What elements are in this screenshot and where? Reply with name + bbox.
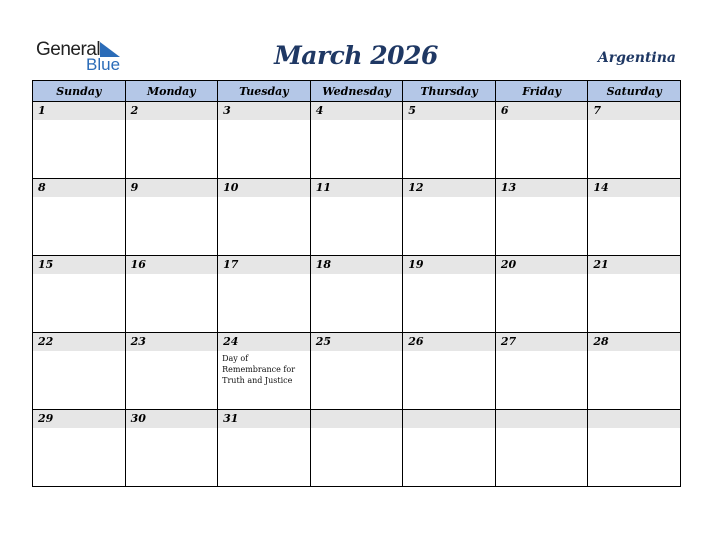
logo-word-blue: Blue bbox=[86, 55, 121, 74]
day-cell bbox=[218, 179, 311, 256]
empty-day-cell bbox=[495, 410, 588, 487]
day-cell bbox=[33, 179, 126, 256]
day-cell bbox=[33, 333, 126, 410]
week-row bbox=[33, 256, 681, 333]
day-number: 11 bbox=[311, 179, 403, 197]
day-number: 5 bbox=[403, 102, 495, 120]
day-number: 17 bbox=[218, 256, 310, 274]
day-number: 24 bbox=[218, 333, 310, 351]
weekday-tuesday: Tuesday bbox=[218, 81, 311, 102]
day-number: 31 bbox=[218, 410, 310, 428]
day-cell bbox=[310, 179, 403, 256]
empty-day-cell bbox=[588, 410, 681, 487]
week-row bbox=[33, 102, 681, 179]
day-number: 4 bbox=[311, 102, 403, 120]
day-number: 3 bbox=[218, 102, 310, 120]
weekday-monday: Monday bbox=[125, 81, 218, 102]
day-number: 10 bbox=[218, 179, 310, 197]
day-cell bbox=[403, 333, 496, 410]
day-number: 21 bbox=[588, 256, 680, 274]
day-cell-holiday bbox=[218, 333, 311, 410]
holiday-label: Day of Remembrance for Truth and Justice bbox=[222, 354, 296, 385]
logo-word-general: General bbox=[36, 39, 101, 60]
day-number: 22 bbox=[33, 333, 125, 351]
day-cell bbox=[403, 256, 496, 333]
day-cell bbox=[125, 410, 218, 487]
day-cell bbox=[588, 256, 681, 333]
day-cell bbox=[495, 333, 588, 410]
day-number: 13 bbox=[496, 179, 588, 197]
day-cell bbox=[495, 179, 588, 256]
day-cell bbox=[218, 256, 311, 333]
day-cell bbox=[310, 333, 403, 410]
day-number: 6 bbox=[496, 102, 588, 120]
country-name: Argentina bbox=[597, 50, 676, 66]
day-number: 19 bbox=[403, 256, 495, 274]
day-cell bbox=[495, 102, 588, 179]
day-number: 20 bbox=[496, 256, 588, 274]
day-cell bbox=[125, 102, 218, 179]
day-cell bbox=[495, 256, 588, 333]
day-cell bbox=[588, 179, 681, 256]
day-number: 14 bbox=[588, 179, 680, 197]
day-cell bbox=[33, 102, 126, 179]
weekday-wednesday: Wednesday bbox=[310, 81, 403, 102]
day-number: 23 bbox=[126, 333, 218, 351]
day-number: 28 bbox=[588, 333, 680, 351]
week-row bbox=[33, 333, 681, 410]
calendar-title: March 2026 bbox=[274, 41, 438, 70]
day-number: 9 bbox=[126, 179, 218, 197]
day-cell bbox=[33, 410, 126, 487]
empty-day-cell bbox=[310, 410, 403, 487]
day-number: 26 bbox=[403, 333, 495, 351]
calendar-grid bbox=[32, 80, 681, 487]
day-cell bbox=[218, 410, 311, 487]
day-cell bbox=[588, 102, 681, 179]
weekday-saturday: Saturday bbox=[588, 81, 681, 102]
day-number: 7 bbox=[588, 102, 680, 120]
weekday-sunday: Sunday bbox=[33, 81, 126, 102]
day-number: 2 bbox=[126, 102, 218, 120]
day-number: 15 bbox=[33, 256, 125, 274]
day-cell bbox=[310, 256, 403, 333]
weekday-header-row bbox=[33, 81, 681, 102]
day-number: 8 bbox=[33, 179, 125, 197]
weekday-thursday: Thursday bbox=[403, 81, 496, 102]
week-row bbox=[33, 410, 681, 487]
day-cell bbox=[310, 102, 403, 179]
general-blue-logo bbox=[36, 40, 146, 74]
day-number: 1 bbox=[33, 102, 125, 120]
day-cell bbox=[218, 102, 311, 179]
weekday-friday: Friday bbox=[495, 81, 588, 102]
day-cell bbox=[588, 333, 681, 410]
day-number: 29 bbox=[33, 410, 125, 428]
day-cell bbox=[125, 333, 218, 410]
day-number bbox=[311, 410, 403, 428]
day-number: 12 bbox=[403, 179, 495, 197]
day-cell bbox=[403, 179, 496, 256]
day-number bbox=[403, 410, 495, 428]
day-number: 25 bbox=[311, 333, 403, 351]
day-number: 16 bbox=[126, 256, 218, 274]
day-number bbox=[588, 410, 680, 428]
day-cell bbox=[125, 179, 218, 256]
day-number: 30 bbox=[126, 410, 218, 428]
empty-day-cell bbox=[403, 410, 496, 487]
day-cell bbox=[125, 256, 218, 333]
day-cell bbox=[33, 256, 126, 333]
day-number: 27 bbox=[496, 333, 588, 351]
day-number bbox=[496, 410, 588, 428]
day-cell bbox=[403, 102, 496, 179]
week-row bbox=[33, 179, 681, 256]
day-number: 18 bbox=[311, 256, 403, 274]
